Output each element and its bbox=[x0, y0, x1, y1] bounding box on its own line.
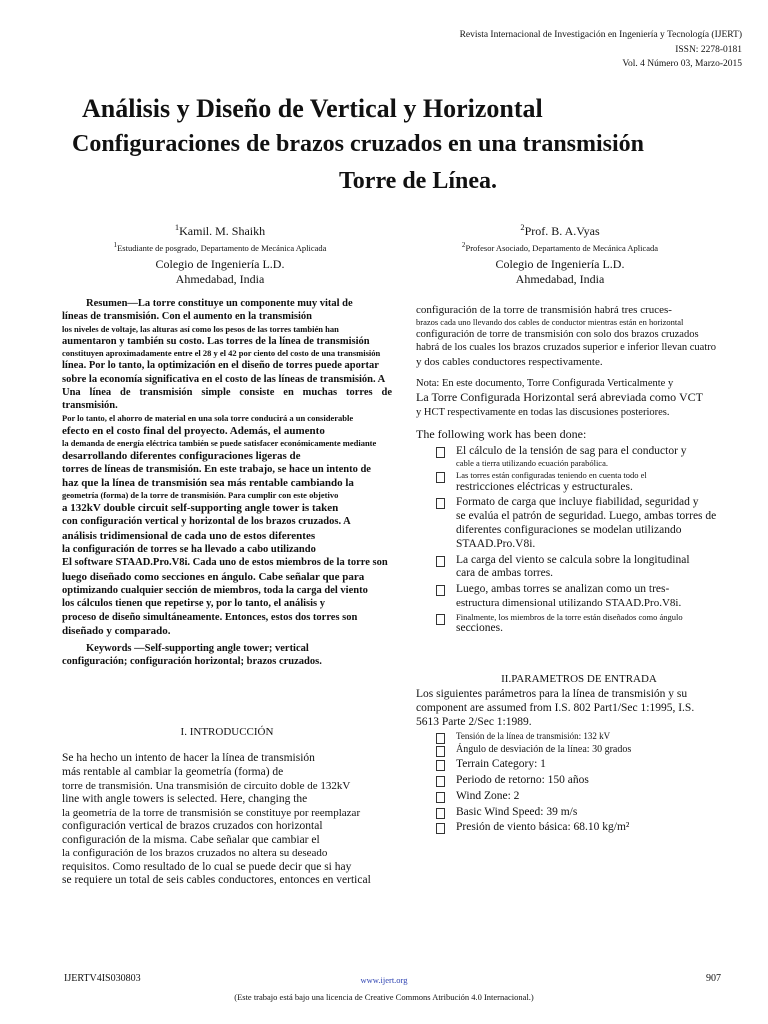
intro-line: se requiere un total de seis cables conductores, entonces en vertical bbox=[62, 874, 371, 887]
section-2-heading: II.PARAMETROS DE ENTRADA bbox=[501, 673, 657, 685]
abstract-line: línea. Por lo tanto, la optimización en el diseño de torres puede aportar bbox=[62, 360, 379, 372]
bullet-box-icon bbox=[436, 760, 445, 771]
author-1-name: Kamil. M. Shaikh bbox=[179, 224, 266, 238]
work-item-text: secciones. bbox=[456, 622, 503, 635]
abstract-line: haz que la línea de transmisión sea más rentable cambiando la bbox=[62, 477, 354, 490]
right-line: configuración de la torre de transmisión habrá tres cruces- bbox=[416, 304, 672, 316]
title-line-2: Configuraciones de brazos cruzados en una transmisión bbox=[72, 131, 645, 157]
param-item bbox=[432, 806, 742, 820]
bullet-box-icon bbox=[436, 585, 445, 596]
journal-name: Revista Internacional de Investigación en Ingeniería y Tecnología (IJERT) bbox=[459, 30, 742, 40]
abstract-line: análisis tridimensional de cada uno de estos diferentes bbox=[62, 529, 316, 542]
author-2 bbox=[430, 222, 690, 287]
note-line: y HCT respectivamente en todas las discusiones posteriores. bbox=[416, 406, 670, 418]
abstract-line: diseñado y comparado. bbox=[62, 624, 171, 637]
params-intro-line: 5613 Parte 2/Sec 1:1989. bbox=[416, 715, 532, 728]
params-intro-line: Los siguientes parámetros para la línea de transmisión y su bbox=[416, 688, 688, 700]
intro-line: la configuración de los brazos cruzados no altera su deseado bbox=[62, 847, 328, 860]
abstract-line: efecto en el costo final del proyecto. Además, el aumento bbox=[62, 424, 325, 437]
abstract-line: La torre constituye un componente muy vital de bbox=[137, 298, 353, 309]
license-note: (Este trabajo está bajo una licencia de Creative Commons Atribución 4.0 Internacional.) bbox=[234, 992, 534, 1002]
work-item-text: Las torres están configuradas teniendo en cuenta todo el bbox=[456, 470, 647, 481]
abstract-line: sobre la economía significativa en el costo de las líneas de transmisión. A bbox=[62, 373, 386, 385]
work-item bbox=[432, 470, 742, 494]
author-2-sup: 2 bbox=[520, 222, 525, 232]
intro-line: torre de transmisión. Una transmisión de circuito doble de 132kV bbox=[62, 779, 351, 792]
abstract-line: la configuración de torres se ha llevado a cabo utilizando bbox=[62, 543, 316, 555]
abstract-line: líneas de transmisión. Con el aumento en la transmisión bbox=[62, 311, 312, 323]
intro-line: la geometría de la torre de transmisión se constituye por reemplazar bbox=[62, 806, 361, 819]
bullet-box-icon bbox=[436, 556, 445, 567]
note-line: Nota: En este documento, Torre Configurada Verticalmente y bbox=[416, 377, 674, 389]
work-item-text: La carga del viento se calcula sobre la longitudinal bbox=[456, 553, 690, 566]
param-text: Presión de viento básica: 68.10 kg/m² bbox=[456, 821, 630, 834]
abstract-line: los cálculos tienen que repetirse y, por lo tanto, el análisis y bbox=[62, 598, 325, 610]
work-item-text: diferentes configuraciones se modelan utilizando bbox=[456, 524, 682, 537]
journal-issn: ISSN: 2278-0181 bbox=[675, 44, 742, 55]
work-item bbox=[432, 612, 742, 636]
intro-line: Se ha hecho un intento de hacer la línea de transmisión bbox=[62, 752, 315, 764]
keywords bbox=[62, 642, 392, 669]
right-line: brazos cada uno llevando dos cables de conductor mientras están en horizontal bbox=[416, 317, 684, 328]
work-item-text: Formato de carga que incluye fiabilidad, seguridad y bbox=[456, 496, 699, 509]
journal-header bbox=[460, 28, 742, 72]
abstract-line: desarrollando diferentes configuraciones ligeras de bbox=[62, 449, 301, 462]
bullet-box-icon bbox=[436, 808, 445, 819]
abstract-line: luego diseñado como secciones en ángulo. Cabe señalar que para bbox=[62, 570, 365, 583]
intro-line: más rentable al cambiar la geometría (forma) de bbox=[62, 765, 284, 778]
work-item-text: restricciones eléctricas y estructurales. bbox=[456, 480, 633, 493]
abstract-line: a 132kV double circuit self-supporting angle tower is taken bbox=[62, 502, 339, 515]
right-line: configuración de torre de transmisión con solo dos brazos cruzados bbox=[416, 328, 699, 340]
note-line: La Torre Configurada Horizontal será abreviada como VCT bbox=[416, 390, 703, 405]
right-column bbox=[416, 303, 742, 638]
param-text: Terrain Category: 1 bbox=[456, 758, 546, 771]
abstract-line: aumentaron y también su costo. Las torres de la línea de transmisión bbox=[62, 335, 370, 347]
work-item-text: Luego, ambas torres se analizan como un tres- bbox=[456, 583, 670, 596]
author-1 bbox=[90, 222, 350, 287]
bullet-box-icon bbox=[436, 472, 445, 483]
work-list bbox=[432, 445, 742, 637]
abstract-line: proceso de diseño simultáneamente. Entonces, estos dos torres son bbox=[62, 611, 358, 623]
abstract-line: la demanda de energía eléctrica también se puede satisfacer económicamente mediante bbox=[62, 437, 377, 448]
abstract-line: los niveles de voltaje, las alturas así como los pesos de las torres también han bbox=[62, 323, 339, 334]
author-1-affil-sup: 1 bbox=[113, 241, 118, 249]
param-item bbox=[432, 774, 742, 788]
abstract bbox=[62, 297, 392, 638]
bullet-box-icon bbox=[436, 792, 445, 803]
abstract-line: geometría (forma) de la torre de transmisión. Para cumplir con este objetivo bbox=[62, 490, 339, 501]
abstract-line: El software STAAD.Pro.V8i. Cada uno de estos miembros de la torre son bbox=[62, 557, 388, 569]
work-item-text: Finalmente, los miembros de la torre están diseñados como ángulo bbox=[456, 612, 683, 623]
param-item bbox=[432, 758, 742, 772]
intro-heading: I. INTRODUCCIÓN bbox=[180, 726, 274, 738]
param-text: Tensión de la línea de transmisión: 132 kV bbox=[456, 731, 611, 742]
bullet-box-icon bbox=[436, 447, 445, 458]
abstract-line: Por lo tanto, el ahorro de material en una sola torre conducirá a un considerable bbox=[62, 412, 354, 423]
abstract-line: con configuración vertical y horizontal de los brazos cruzados. A bbox=[62, 516, 351, 528]
params-list bbox=[432, 731, 742, 835]
intro-body bbox=[62, 752, 392, 888]
title-line-1: Análisis y Diseño de Vertical y Horizontal bbox=[82, 94, 543, 123]
param-item bbox=[432, 744, 742, 756]
work-item-text: El cálculo de la tensión de sag para el conductor y bbox=[456, 444, 687, 457]
author-1-affiliation: Estudiante de posgrado, Departamento de Mecánica Aplicada bbox=[117, 242, 327, 253]
bullet-box-icon bbox=[436, 776, 445, 787]
param-item bbox=[432, 821, 742, 835]
bullet-box-icon bbox=[436, 733, 445, 744]
author-1-city: Ahmedabad, India bbox=[175, 272, 265, 287]
title-line-3: Torre de Línea. bbox=[338, 168, 497, 194]
footer-url-link[interactable]: www.ijert.org bbox=[360, 975, 408, 985]
bullet-box-icon bbox=[436, 746, 445, 757]
work-item bbox=[432, 496, 742, 551]
work-item bbox=[432, 445, 742, 469]
keywords-text-1: Self-supporting angle tower; vertical bbox=[144, 643, 309, 654]
work-item-text: se evalúa el patrón de seguridad. Luego, ambas torres de bbox=[456, 510, 717, 523]
work-item-text: cable a tierra utilizando ecuación parabólica. bbox=[456, 458, 608, 469]
section-2-body bbox=[416, 688, 742, 837]
bullet-box-icon bbox=[436, 823, 445, 834]
param-text: Ángulo de desviación de la línea: 30 grados bbox=[456, 744, 632, 756]
param-item bbox=[432, 731, 742, 742]
right-line: y dos cables conductores respectivamente. bbox=[416, 355, 603, 368]
abstract-line: torres de líneas de transmisión. En este trabajo, se hace un intento de bbox=[62, 463, 371, 475]
abstract-line: constituyen aproximadamente entre el 28 y el 42 por ciento del costo de una transmisión bbox=[62, 348, 381, 359]
params-intro-line: component are assumed from I.S. 802 Part1/Sec 1:1995, I.S. bbox=[416, 701, 695, 714]
intro-line: configuración de la misma. Cabe señalar que cambiar el bbox=[62, 833, 320, 846]
param-item bbox=[432, 790, 742, 804]
page-number: 907 bbox=[706, 973, 721, 984]
footer-paper-id: IJERTV4IS030803 bbox=[64, 973, 141, 984]
author-2-city: Ahmedabad, India bbox=[515, 272, 605, 287]
author-2-name: Prof. B. A.Vyas bbox=[524, 224, 600, 238]
author-2-college: Colegio de Ingeniería L.D. bbox=[495, 257, 625, 272]
author-2-affiliation: Profesor Asociado, Departamento de Mecánica Aplicada bbox=[465, 242, 659, 253]
author-2-affil-sup: 2 bbox=[461, 241, 466, 249]
footer-url-wrap bbox=[0, 975, 768, 985]
intro-line: line with angle towers is selected. Here, changing the bbox=[62, 792, 308, 805]
param-text: Periodo de retorno: 150 años bbox=[456, 773, 589, 786]
bullet-box-icon bbox=[436, 614, 445, 625]
work-item bbox=[432, 554, 742, 582]
work-intro: The following work has been done: bbox=[416, 427, 587, 442]
intro-line: requisitos. Como resultado de lo cual se puede decir que si hay bbox=[62, 860, 352, 873]
keywords-label: Keywords — bbox=[86, 643, 145, 654]
bullet-box-icon bbox=[436, 498, 445, 509]
work-item-text: STAAD.Pro.V8i. bbox=[456, 537, 536, 550]
abstract-line: Una línea de transmisión simple consiste en muchas torres de transmisión. bbox=[62, 386, 392, 412]
work-item bbox=[432, 583, 742, 610]
right-line: habrá de los cuales los brazos cruzados superior e inferior llevan cuatro bbox=[416, 342, 717, 354]
author-1-sup: 1 bbox=[174, 222, 180, 232]
param-text: Basic Wind Speed: 39 m/s bbox=[456, 805, 578, 818]
abstract-line: optimizando cualquier sección de miembros, toda la carga del viento bbox=[62, 584, 368, 596]
param-text: Wind Zone: 2 bbox=[456, 789, 520, 802]
intro-line: configuración vertical de brazos cruzados con horizontal bbox=[62, 819, 323, 832]
work-item-text: estructura dimensional utilizando STAAD.Pro.V8i. bbox=[456, 597, 682, 610]
author-1-college: Colegio de Ingeniería L.D. bbox=[155, 257, 285, 272]
journal-volume: Vol. 4 Número 03, Marzo-2015 bbox=[622, 59, 742, 70]
abstract-label: Resumen— bbox=[86, 298, 138, 309]
work-item-text: cara de ambas torres. bbox=[456, 567, 554, 580]
keywords-text-2: configuración; configuración horizontal; brazos cruzados. bbox=[62, 656, 322, 668]
